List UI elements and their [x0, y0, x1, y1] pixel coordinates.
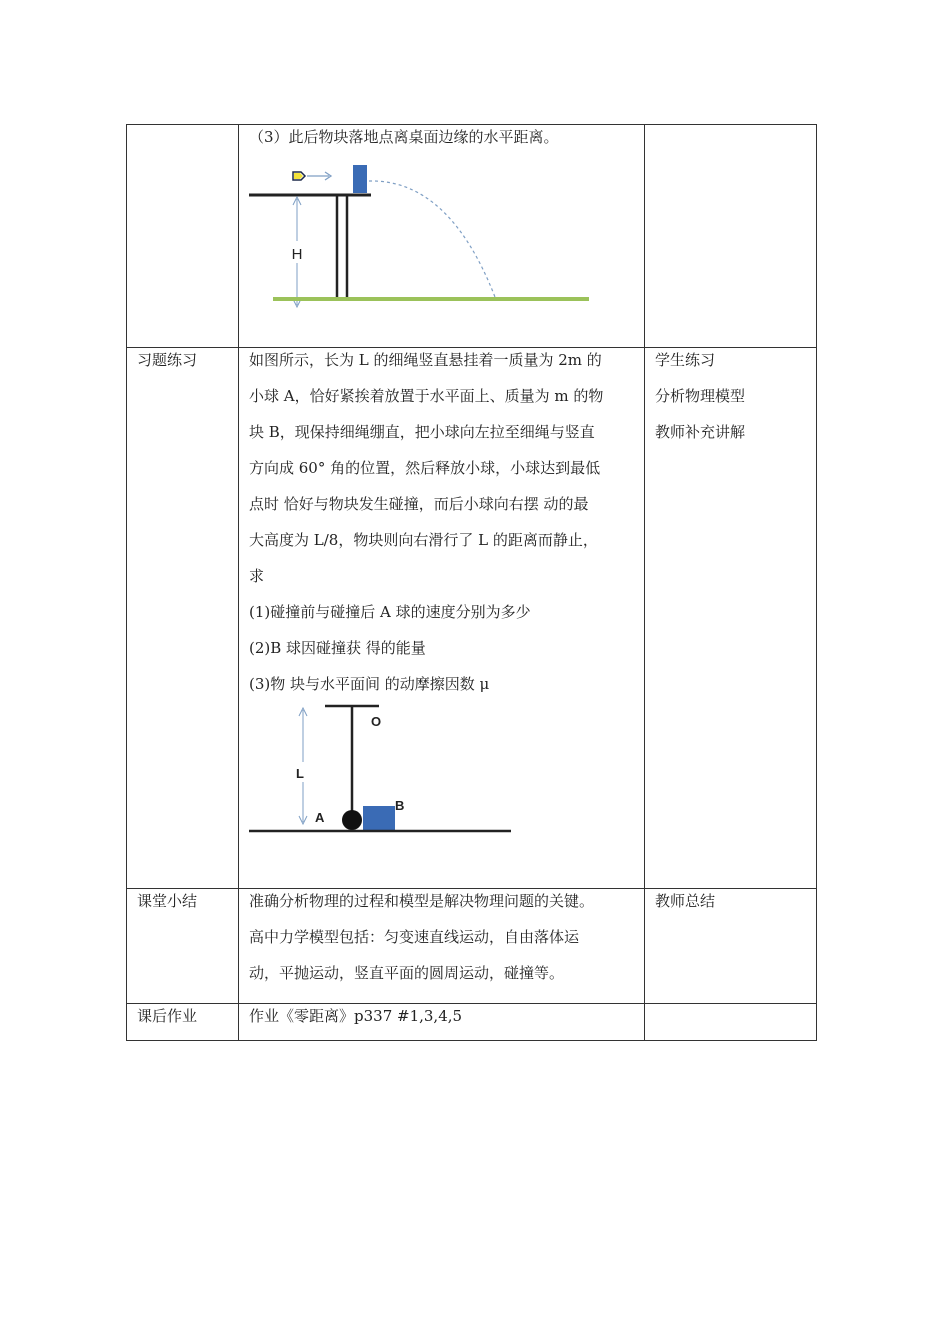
- summary-line: 动，平抛运动，竖直平面的圆周运动，碰撞等。: [249, 964, 565, 982]
- notes-cell: [645, 889, 817, 1004]
- note-line: 教师总结: [655, 892, 716, 910]
- row-label: 课后作业: [137, 1007, 198, 1025]
- problem-line: 方向成 60° 角的位置，然后释放小球，小球达到最低: [249, 459, 601, 477]
- note-line: 教师补充讲解: [655, 423, 746, 441]
- problem-line: 点时 恰好与物块发生碰撞，而后小球向右摆 动的最: [249, 495, 589, 513]
- projectile-diagram: [249, 149, 629, 319]
- lesson-plan-table: [126, 124, 817, 1041]
- sub-question: (3)物 块与水平面间 的动摩擦因数 μ: [249, 675, 490, 693]
- homework-line: 作业《零距离》p337 #1,3,4,5: [249, 1007, 463, 1025]
- summary-line: 高中力学模型包括：匀变速直线运动，自由落体运: [249, 928, 580, 946]
- row-label: 习题练习: [137, 351, 198, 369]
- content-cell: [239, 348, 645, 889]
- problem-line: 如图所示，长为 L 的细绳竖直悬挂着一质量为 2m 的: [249, 351, 602, 369]
- table-row: [127, 125, 817, 348]
- row-label: 课堂小结: [137, 892, 198, 910]
- table-row: [127, 1004, 817, 1041]
- content-cell: [239, 889, 645, 1004]
- row-label-cell: [127, 348, 239, 889]
- note-line: 学生练习: [655, 351, 716, 369]
- problem-line: 块 B，现保持细绳绷直，把小球向左拉至细绳与竖直: [249, 423, 595, 441]
- notes-cell: [645, 1004, 817, 1041]
- row-label-cell: [127, 1004, 239, 1041]
- content-cell: [239, 125, 645, 348]
- problem-line: 大高度为 L/8，物块则向右滑行了 L 的距离而静止，: [249, 531, 598, 549]
- pendulum-diagram: [249, 702, 629, 838]
- label-a: A: [315, 810, 325, 825]
- label-o: O: [371, 714, 382, 729]
- row-label-cell: [127, 889, 239, 1004]
- table-row: [127, 889, 817, 1004]
- row-label-cell: [127, 125, 239, 348]
- notes-cell: [645, 125, 817, 348]
- table-row: [127, 348, 817, 889]
- summary-line: 准确分析物理的过程和模型是解决物理问题的关键。: [249, 892, 595, 910]
- problem-line: 求: [249, 567, 265, 585]
- sub-question: (1)碰撞前与碰撞后 A 球的速度分别为多少: [249, 603, 531, 621]
- height-label: H: [291, 246, 303, 263]
- content-cell: [239, 1004, 645, 1041]
- label-b: B: [395, 798, 405, 813]
- question-text: （3）此后物块落地点离桌面边缘的水平距离。: [249, 128, 559, 146]
- label-l: L: [296, 766, 304, 781]
- note-line: 分析物理模型: [655, 387, 746, 405]
- sub-question: (2)B 球因碰撞获 得的能量: [249, 639, 426, 657]
- notes-cell: [645, 348, 817, 889]
- problem-line: 小球 A，恰好紧挨着放置于水平面上、质量为 m 的物: [249, 387, 604, 405]
